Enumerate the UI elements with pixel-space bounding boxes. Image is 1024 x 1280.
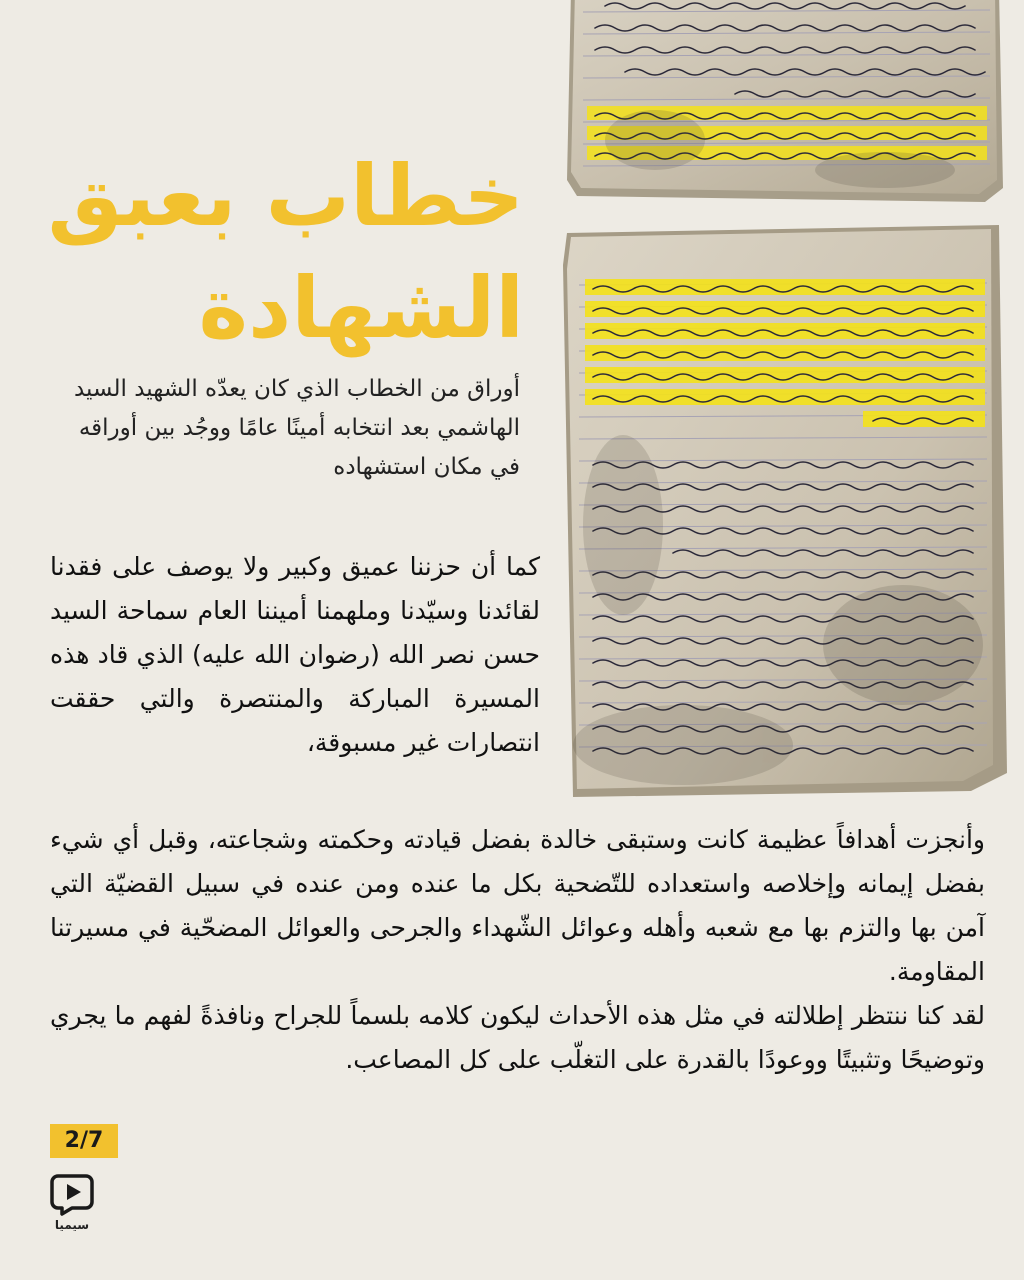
page-title: [4, 140, 524, 364]
title-line-1: خطاب بعبق: [47, 147, 524, 245]
brand-logo: [50, 1172, 94, 1232]
brand-name: سيميا: [54, 1218, 90, 1232]
pagination-badge: 2/7: [50, 1124, 118, 1158]
handwritten-page-photo-bottom: [563, 225, 1009, 805]
title-line-2: الشهادة: [198, 259, 524, 357]
body-text: [50, 818, 985, 1082]
quote-paragraph: كما أن حزننا عميق وكبير ولا يوصف على فقدنا لقائدنا وسيّدنا وملهمنا أميننا العام سماحة السيد حسن نصر الله (رضوان الله عليه) الذي قاد هذه المسيرة المباركة والمنتصرة والتي حققت انتصارات غير مسبوقة،: [50, 552, 540, 757]
body-paragraph-2: لقد كنا ننتظر إطلالته في مثل هذه الأحداث ليكون كلامه بلسماً للجراح ونافذةً لفهم ما يجري وتوضيحًا وتثبيتًا ووعودًا بالقدرة على التغلّب على كل المصاعب.: [50, 1001, 985, 1074]
handwritten-page-photo-top: [565, 0, 1005, 215]
play-bubble-icon: [50, 1172, 94, 1216]
subtitle-caption: أوراق من الخطاب الذي كان يعدّه الشهيد السيد الهاشمي بعد انتخابه أمينًا عامًا ووجُد بين أوراقه في مكان استشهاده: [73, 376, 520, 480]
body-paragraph-1: وأنجزت أهدافاً عظيمة كانت وستبقى خالدة بفضل قيادته وحكمته وشجاعته، وقبل أي شيء بفضل إيمانه وإخلاصه واستعداده للتّضحية بكل ما عنده ومن عنده في سبيل القضيّة التي آمن بها والتزم بها مع شعبه وأهله وعوائل الشّهداء والجرحى والعوائل المضحّية في مسيرتنا المقاومة.: [50, 825, 985, 986]
